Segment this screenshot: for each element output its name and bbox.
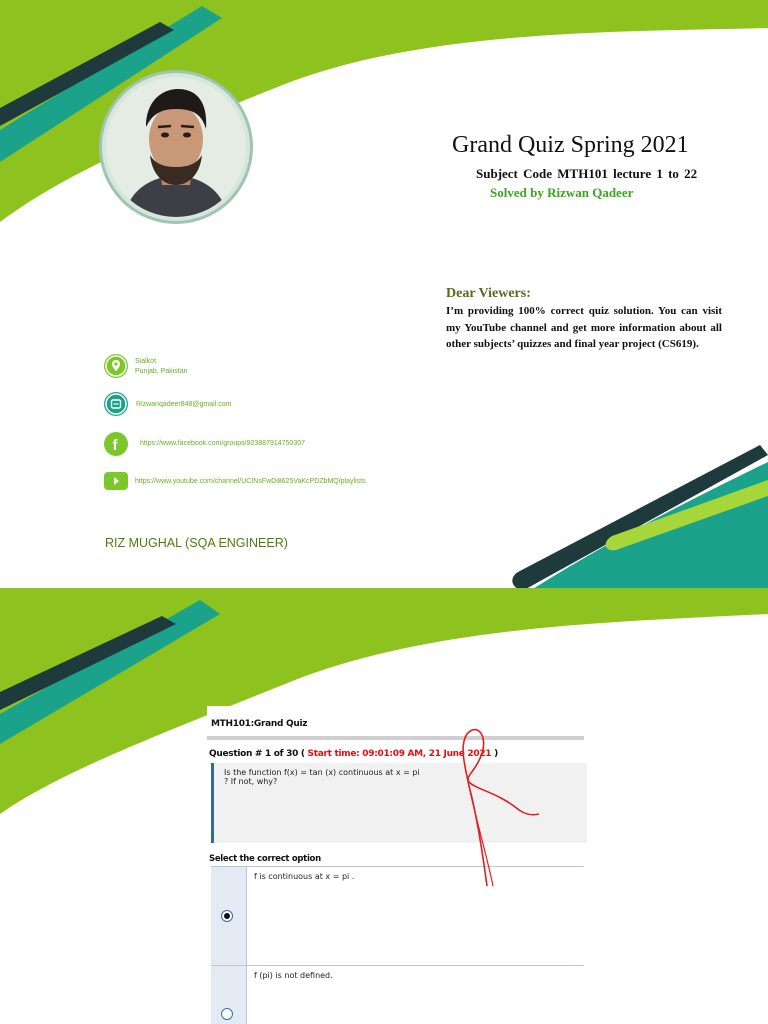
- email-link[interactable]: Rizwanqadeer848@gmail.com: [136, 401, 232, 408]
- youtube-icon: [104, 472, 128, 490]
- location-icon: [104, 354, 128, 378]
- author-avatar: [102, 73, 250, 221]
- solved-by: Solved by Rizwan Qadeer: [490, 185, 634, 200]
- quiz-header: MTH101:Grand Quiz: [211, 719, 308, 729]
- option-text: f is continuous at x = pi .: [254, 872, 355, 881]
- document-subtitle: Subject Code MTH101 lecture 1 to 22: [476, 166, 698, 181]
- author-name: RIZ MUGHAL (SQA ENGINEER): [105, 536, 288, 550]
- greeting: Dear Viewers:: [446, 286, 531, 301]
- option-text: f (pi) is not defined.: [254, 971, 333, 980]
- facebook-icon: [104, 432, 128, 456]
- question-counter: Question # 1 of 30 ( Start time: 09:01:09 AM, 21 June 2021 ): [209, 749, 498, 759]
- quiz-screenshot: [207, 706, 584, 1024]
- handwritten-r-mark: [447, 716, 547, 896]
- option-radio-selected[interactable]: [221, 910, 233, 922]
- option-radio[interactable]: [221, 1008, 233, 1020]
- quiz-page: [0, 592, 768, 1024]
- youtube-link[interactable]: https://www.youtube.com/channel/UCINsFwDi8625VaKcPDZbMQ/playlists: [135, 478, 366, 485]
- start-time: Start time: 09:01:09 AM, 21 June 2021: [307, 749, 492, 759]
- email-icon: [104, 392, 128, 416]
- svg-text:f: f: [112, 437, 118, 454]
- document-title: Grand Quiz Spring 2021: [452, 132, 689, 158]
- question-text: Is the function f(x) = tan (x) continuous at x = pi ? If not, why?: [224, 768, 420, 786]
- select-label: Select the correct option: [209, 854, 321, 864]
- location-region: Punjab, Pakistan: [135, 368, 188, 375]
- facebook-link[interactable]: https://www.facebook.com/groups/923887914750307: [140, 440, 306, 447]
- location-city: Sialkot: [135, 358, 157, 365]
- option-row[interactable]: [211, 965, 584, 1024]
- intro-message: I’m providing 100% correct quiz solution. You can visit my YouTube channel and get more information about all other subjects’ quizzes and final year project (CS619).: [446, 305, 722, 350]
